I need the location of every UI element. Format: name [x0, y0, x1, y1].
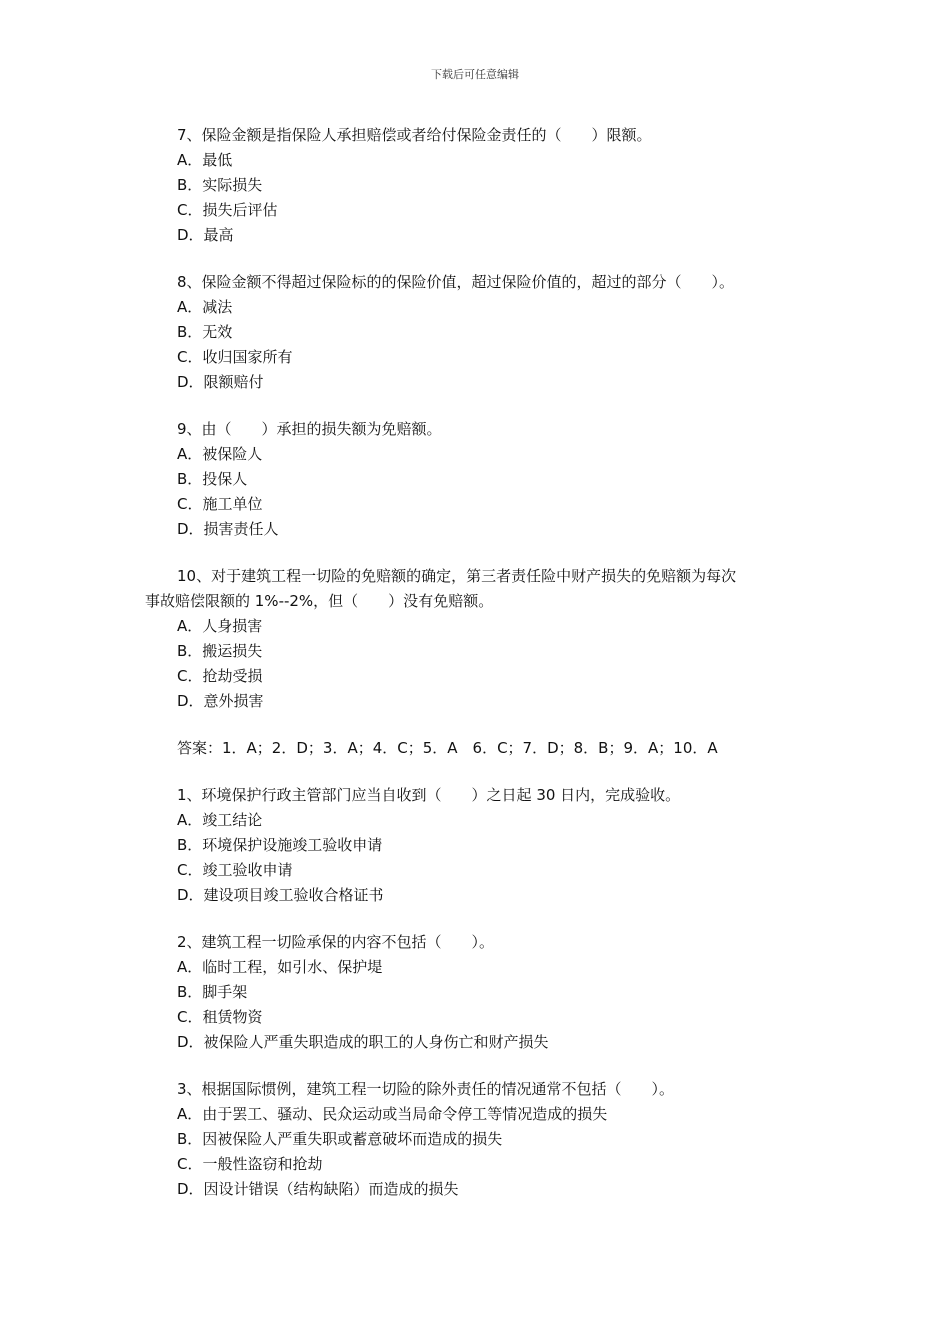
question-block — [145, 417, 810, 564]
answer-key: 答案：1．A；2．D；3．A；4．C；5．A 6．C；7．D；8．B；9．A；10．A — [177, 739, 718, 757]
question-stem: 1、环境保护行政主管部门应当自收到（ ）之日起 30 日内，完成验收。 — [177, 786, 681, 804]
answer-option: A．减法 — [177, 298, 233, 316]
answer-option: A．由于罢工、骚动、民众运动或当局命令停工等情况造成的损失 — [177, 1105, 608, 1123]
question-block — [145, 564, 810, 736]
answer-option: D．因设计错误（结构缺陷）而造成的损失 — [177, 1180, 459, 1198]
question-stem: 7、保险金额是指保险人承担赔偿或者给付保险金责任的（ ）限额。 — [177, 126, 652, 144]
answer-option: D．被保险人严重失职造成的职工的人身伤亡和财产损失 — [177, 1033, 549, 1051]
answer-option: B．搬运损失 — [177, 642, 263, 660]
document-body — [145, 123, 810, 1224]
answer-option: B．环境保护设施竣工验收申请 — [177, 836, 383, 854]
answer-option: D．意外损害 — [177, 692, 264, 710]
answer-option: D．建设项目竣工验收合格证书 — [177, 886, 384, 904]
question-stem: 8、保险金额不得超过保险标的的保险价值，超过保险价值的，超过的部分（ ）。 — [177, 273, 735, 291]
question-group-a — [145, 123, 810, 736]
answer-option: C．抢劫受损 — [177, 667, 263, 685]
answer-option: A．人身损害 — [177, 617, 263, 635]
spacer — [145, 1202, 810, 1224]
answer-option: C．收归国家所有 — [177, 348, 293, 366]
question-group-b — [145, 783, 810, 1224]
answer-option: D．限额赔付 — [177, 373, 264, 391]
spacer — [145, 714, 810, 736]
answer-option: B．无效 — [177, 323, 233, 341]
spacer — [145, 542, 810, 564]
answer-option: A．竣工结论 — [177, 811, 263, 829]
answer-option: C．损失后评估 — [177, 201, 278, 219]
answer-option: B．投保人 — [177, 470, 248, 488]
question-stem: 10、对于建筑工程一切险的免赔额的确定，第三者责任险中财产损失的免赔额为每次 — [177, 567, 737, 585]
question-stem: 2、建筑工程一切险承保的内容不包括（ ）。 — [177, 933, 495, 951]
question-block — [145, 930, 810, 1077]
question-block — [145, 123, 810, 270]
answer-option: B．脚手架 — [177, 983, 248, 1001]
spacer — [145, 761, 810, 783]
question-stem: 事故赔偿限额的 1%--2%，但（ ）没有免赔额。 — [145, 592, 494, 610]
answer-option: B．实际损失 — [177, 176, 263, 194]
answer-option: D．损害责任人 — [177, 520, 279, 538]
question-block — [145, 783, 810, 930]
answer-option: B．因被保险人严重失职或蓄意破坏而造成的损失 — [177, 1130, 503, 1148]
answer-option: A．被保险人 — [177, 445, 263, 463]
answer-option: D．最高 — [177, 226, 234, 244]
question-stem: 3、根据国际惯例，建筑工程一切险的除外责任的情况通常不包括（ ）。 — [177, 1080, 675, 1098]
question-block — [145, 1077, 810, 1224]
answer-option: A．最低 — [177, 151, 233, 169]
spacer — [145, 248, 810, 270]
answer-option: A．临时工程，如引水、保护堤 — [177, 958, 383, 976]
question-stem: 9、由（ ）承担的损失额为免赔额。 — [177, 420, 442, 438]
answer-option: C．竣工验收申请 — [177, 861, 293, 879]
answer-option: C．一般性盗窃和抢劫 — [177, 1155, 323, 1173]
spacer — [145, 1055, 810, 1077]
page-header: 下载后可任意编辑 — [431, 68, 519, 81]
answer-option: C．租赁物资 — [177, 1008, 263, 1026]
answer-option: C．施工单位 — [177, 495, 263, 513]
spacer — [145, 395, 810, 417]
spacer — [145, 908, 810, 930]
question-block — [145, 270, 810, 417]
